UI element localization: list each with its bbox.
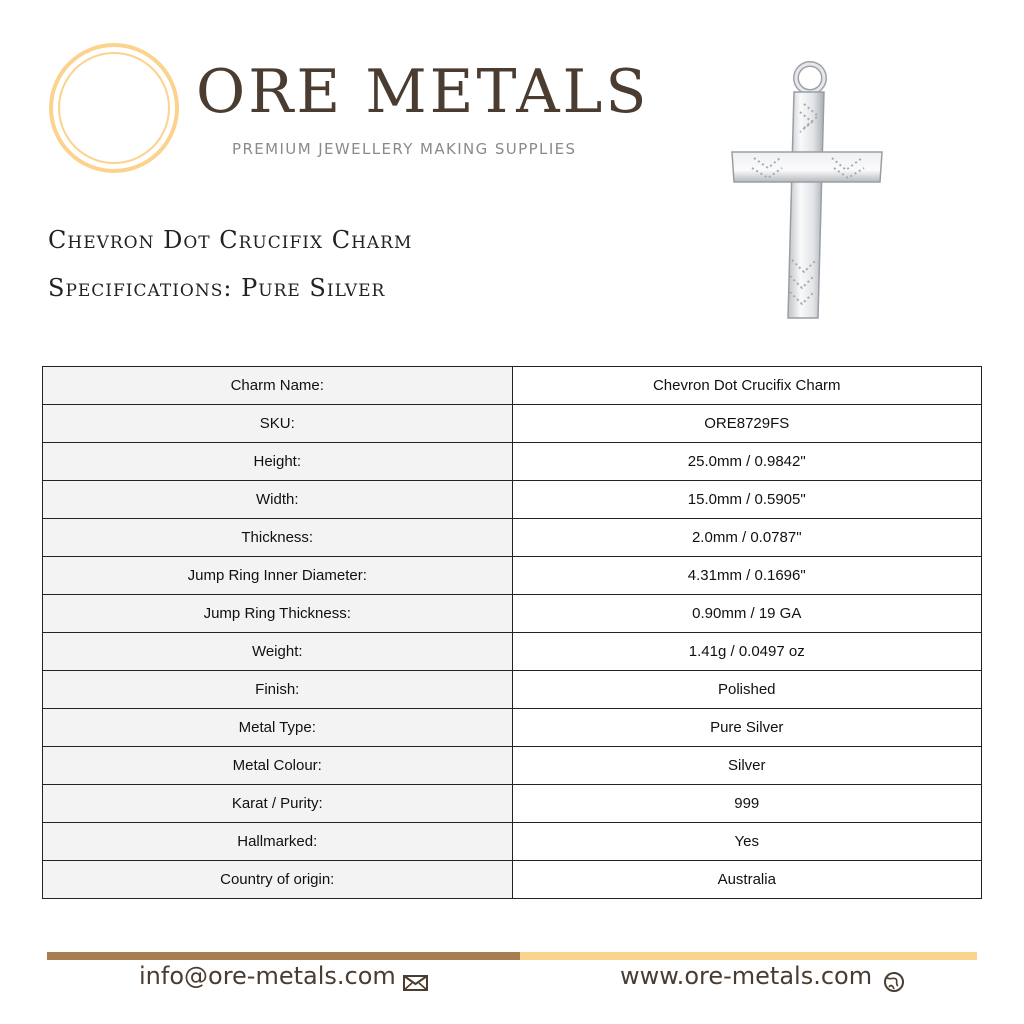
spec-label: Width: <box>43 481 513 519</box>
cross-charm-image <box>724 60 894 324</box>
spec-value: Chevron Dot Crucifix Charm <box>512 367 982 405</box>
spec-row <box>43 861 982 899</box>
spec-value: 2.0mm / 0.0787" <box>512 519 982 557</box>
spec-value: Australia <box>512 861 982 899</box>
spec-row <box>43 519 982 557</box>
spec-row <box>43 443 982 481</box>
specifications-table <box>42 366 982 899</box>
spec-row <box>43 823 982 861</box>
brand-tagline: PREMIUM JEWELLERY MAKING SUPPLIES <box>232 140 577 158</box>
spec-label: Country of origin: <box>43 861 513 899</box>
spec-value: Yes <box>512 823 982 861</box>
spec-row <box>43 595 982 633</box>
spec-label: SKU: <box>43 405 513 443</box>
globe-icon <box>883 971 905 993</box>
spec-row <box>43 405 982 443</box>
spec-label: Metal Type: <box>43 709 513 747</box>
spec-value: 15.0mm / 0.5905" <box>512 481 982 519</box>
spec-row <box>43 671 982 709</box>
spec-label: Karat / Purity: <box>43 785 513 823</box>
spec-label: Charm Name: <box>43 367 513 405</box>
spec-label: Jump Ring Inner Diameter: <box>43 557 513 595</box>
spec-value: Pure Silver <box>512 709 982 747</box>
spec-label: Finish: <box>43 671 513 709</box>
spec-label: Thickness: <box>43 519 513 557</box>
spec-value: 25.0mm / 0.9842" <box>512 443 982 481</box>
spec-label: Hallmarked: <box>43 823 513 861</box>
spec-row <box>43 481 982 519</box>
spec-value: 999 <box>512 785 982 823</box>
spec-label: Jump Ring Thickness: <box>43 595 513 633</box>
product-specifications-heading: Specifications: Pure Silver <box>48 274 386 302</box>
contact-website[interactable]: www.ore-metals.com <box>620 962 873 990</box>
spec-value: ORE8729FS <box>512 405 982 443</box>
spec-row <box>43 557 982 595</box>
spec-value: 4.31mm / 0.1696" <box>512 557 982 595</box>
spec-value: 0.90mm / 19 GA <box>512 595 982 633</box>
brand-name: ORE METALS <box>196 57 650 127</box>
spec-row <box>43 367 982 405</box>
contact-email[interactable]: info@ore-metals.com <box>139 962 396 990</box>
spec-row <box>43 709 982 747</box>
spec-row <box>43 747 982 785</box>
spec-row <box>43 785 982 823</box>
mail-icon <box>403 975 428 991</box>
footer-divider-brown <box>47 952 520 960</box>
logo-rings-icon <box>48 42 180 174</box>
spec-value: Polished <box>512 671 982 709</box>
spec-label: Height: <box>43 443 513 481</box>
spec-value: Silver <box>512 747 982 785</box>
footer-divider-gold <box>520 952 977 960</box>
spec-label: Weight: <box>43 633 513 671</box>
spec-value: 1.41g / 0.0497 oz <box>512 633 982 671</box>
spec-row <box>43 633 982 671</box>
product-title: Chevron Dot Crucifix Charm <box>48 226 413 254</box>
spec-label: Metal Colour: <box>43 747 513 785</box>
